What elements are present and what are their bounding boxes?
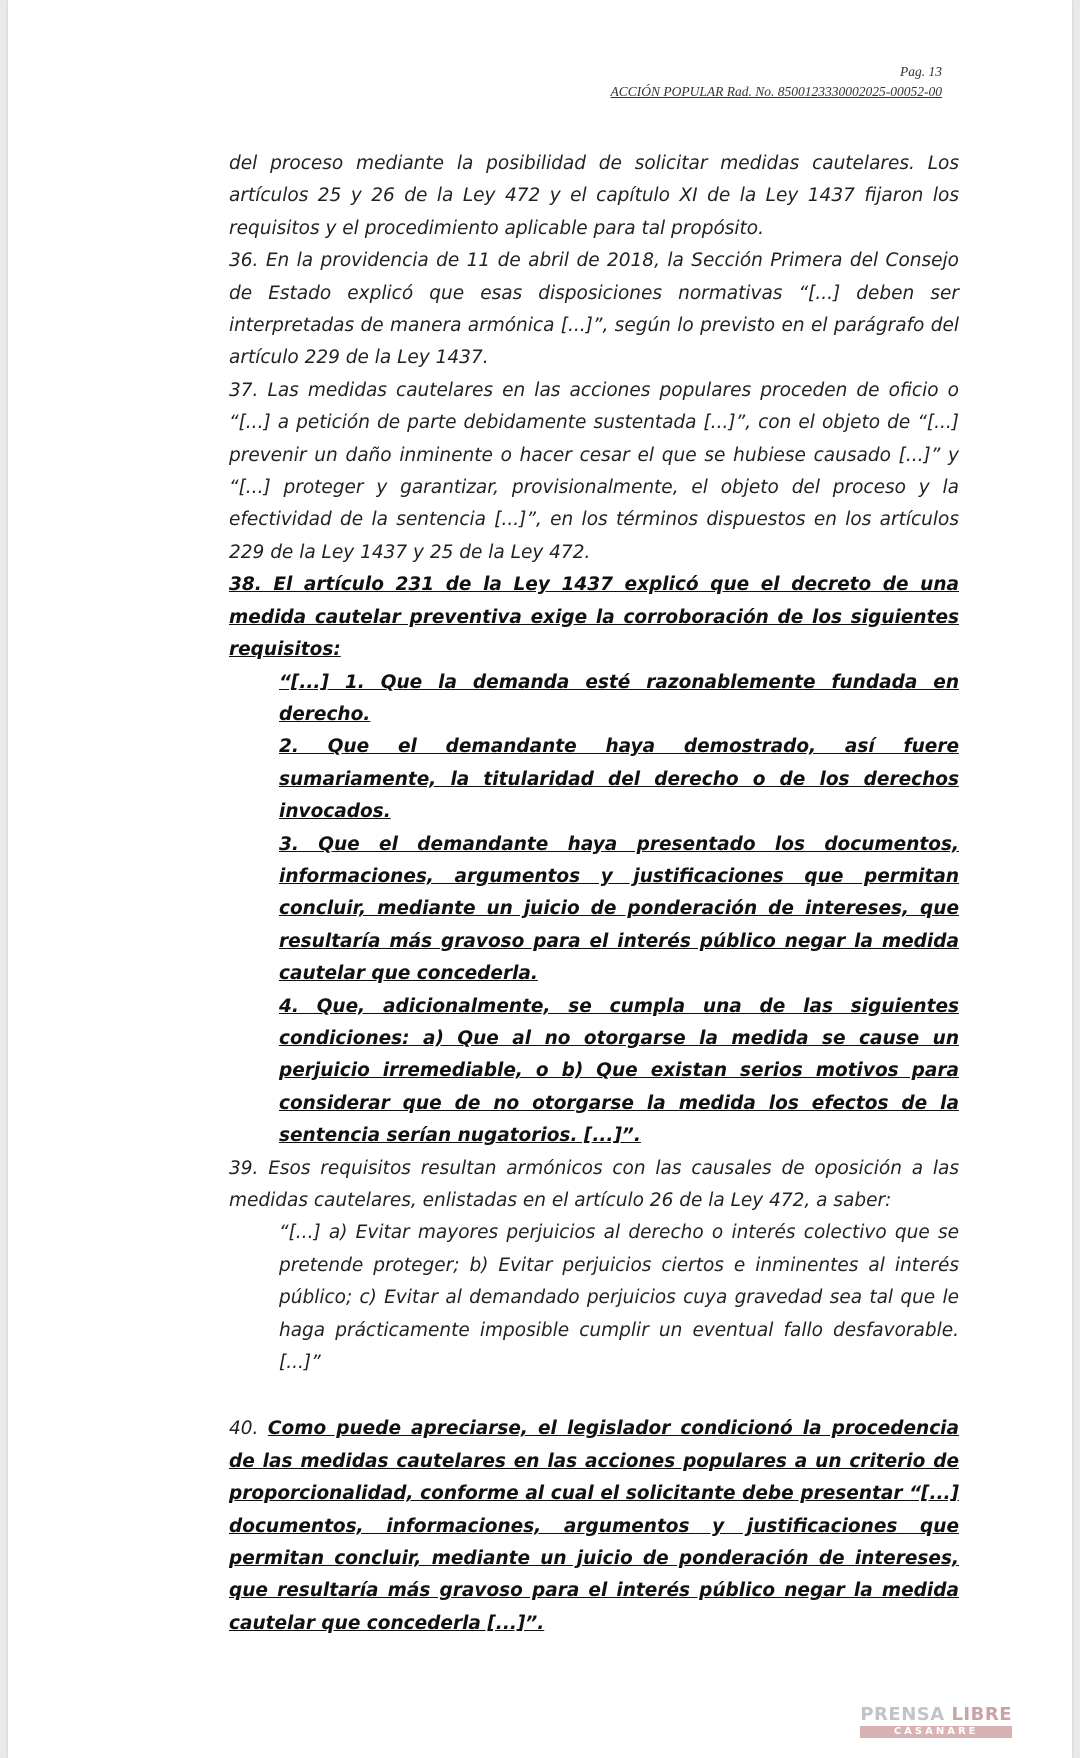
paragraph-spacer (229, 1379, 959, 1413)
watermark-subtitle: CASANARE (860, 1726, 1012, 1738)
paragraph-38-requirement-1: “[...] 1. Que la demanda esté razonablemente fundada en derecho. (279, 671, 959, 725)
paragraph-38: 38. El artículo 231 de la Ley 1437 explicó que el decreto de una medida cautelar preventiva exige la corroboración de los siguientes requisitos: (229, 574, 959, 661)
watermark-logo (860, 1706, 1012, 1724)
paragraph-40-number: 40. (229, 1418, 268, 1440)
paragraph-40 (229, 1413, 959, 1640)
paragraph-39: 39. Esos requisitos resultan armónicos con las causales de oposición a las medidas cautelares, enlistadas en el artículo 26 de la Ley 472, a saber: (229, 1157, 959, 1211)
page-header (611, 62, 943, 102)
paragraph-38-requirement-2: 2. Que el demandante haya demostrado, así fuere sumariamente, la titularidad del derecho o de los derechos invocados. (279, 736, 959, 823)
paragraph-37: 37. Las medidas cautelares en las acciones populares proceden de oficio o “[...] a petición de parte debidamente sustentada [...]”, con el objeto de “[...] prevenir un daño inminente o hacer cesar el que se hubiese causado [...]” y “[...] proteger y garantizar, provisionalmente, el objeto del proceso y la efectividad de la sentencia [...]”, en los términos dispuestos en los artículos 229 de la Ley 1437 y 25 de la Ley 472. (229, 379, 959, 563)
watermark-word-1: PRENSA (860, 1704, 945, 1725)
case-reference: ACCIÓN POPULAR Rad. No. 8500123330002025-00052-00 (610, 84, 942, 99)
paragraph-38-requirement-4: 4. Que, adicionalmente, se cumpla una de las siguientes condiciones: a) Que al no otorgarse la medida se cause un perjuicio irremediable, o b) Que existan serios motivos para considerar que de no otorgarse la medida los efectos de la sentencia serían nugatorios. [...]”. (279, 995, 959, 1147)
paragraph-39-quote: “[...] a) Evitar mayores perjuicios al derecho o interés colectivo que se pretende proteger; b) Evitar perjuicios ciertos e inminentes al interés público; c) Evitar al demandado perjuicios cuya gravedad sea tal que le haga prácticamente imposible cumplir un eventual fallo desfavorable. [...]” (279, 1222, 959, 1374)
paragraph-38-requirement-3: 3. Que el demandante haya presentado los documentos, informaciones, argumentos y justificaciones que permitan concluir, mediante un juicio de ponderación de intereses, que resultaría más gravoso para el interés público negar la medida cautelar que concederla. (279, 833, 959, 985)
prensa-libre-watermark (860, 1706, 1012, 1738)
watermark-word-2: LIBRE (951, 1704, 1012, 1725)
paragraph-36: 36. En la providencia de 11 de abril de 2018, la Sección Primera del Consejo de Estado explicó que esas disposiciones normativas “[...] deben ser interpretadas de manera armónica [...]”, según lo previsto en el parágrafo del artículo 229 de la Ley 1437. (229, 250, 959, 369)
paragraph-40-text: Como puede apreciarse, el legislador condicionó la procedencia de las medidas cautelares en las acciones populares a un criterio de proporcionalidad, conforme al cual el solicitante debe presentar “[...] documentos, informaciones, argumentos y justificaciones que permitan concluir, mediante un juicio de ponderación de intereses, que resultaría más gravoso para el interés público negar la medida cautelar que concederla [...]”. (229, 1418, 959, 1634)
document-body (229, 148, 959, 1640)
document-page (8, 0, 1072, 1758)
paragraph-35-continuation: del proceso mediante la posibilidad de solicitar medidas cautelares. Los artículos 25 y 26 de la Ley 472 y el capítulo XI de la Ley 1437 fijaron los requisitos y el procedimiento aplicable para tal propósito. (229, 153, 959, 239)
page-number: Pag. 13 (900, 64, 942, 79)
